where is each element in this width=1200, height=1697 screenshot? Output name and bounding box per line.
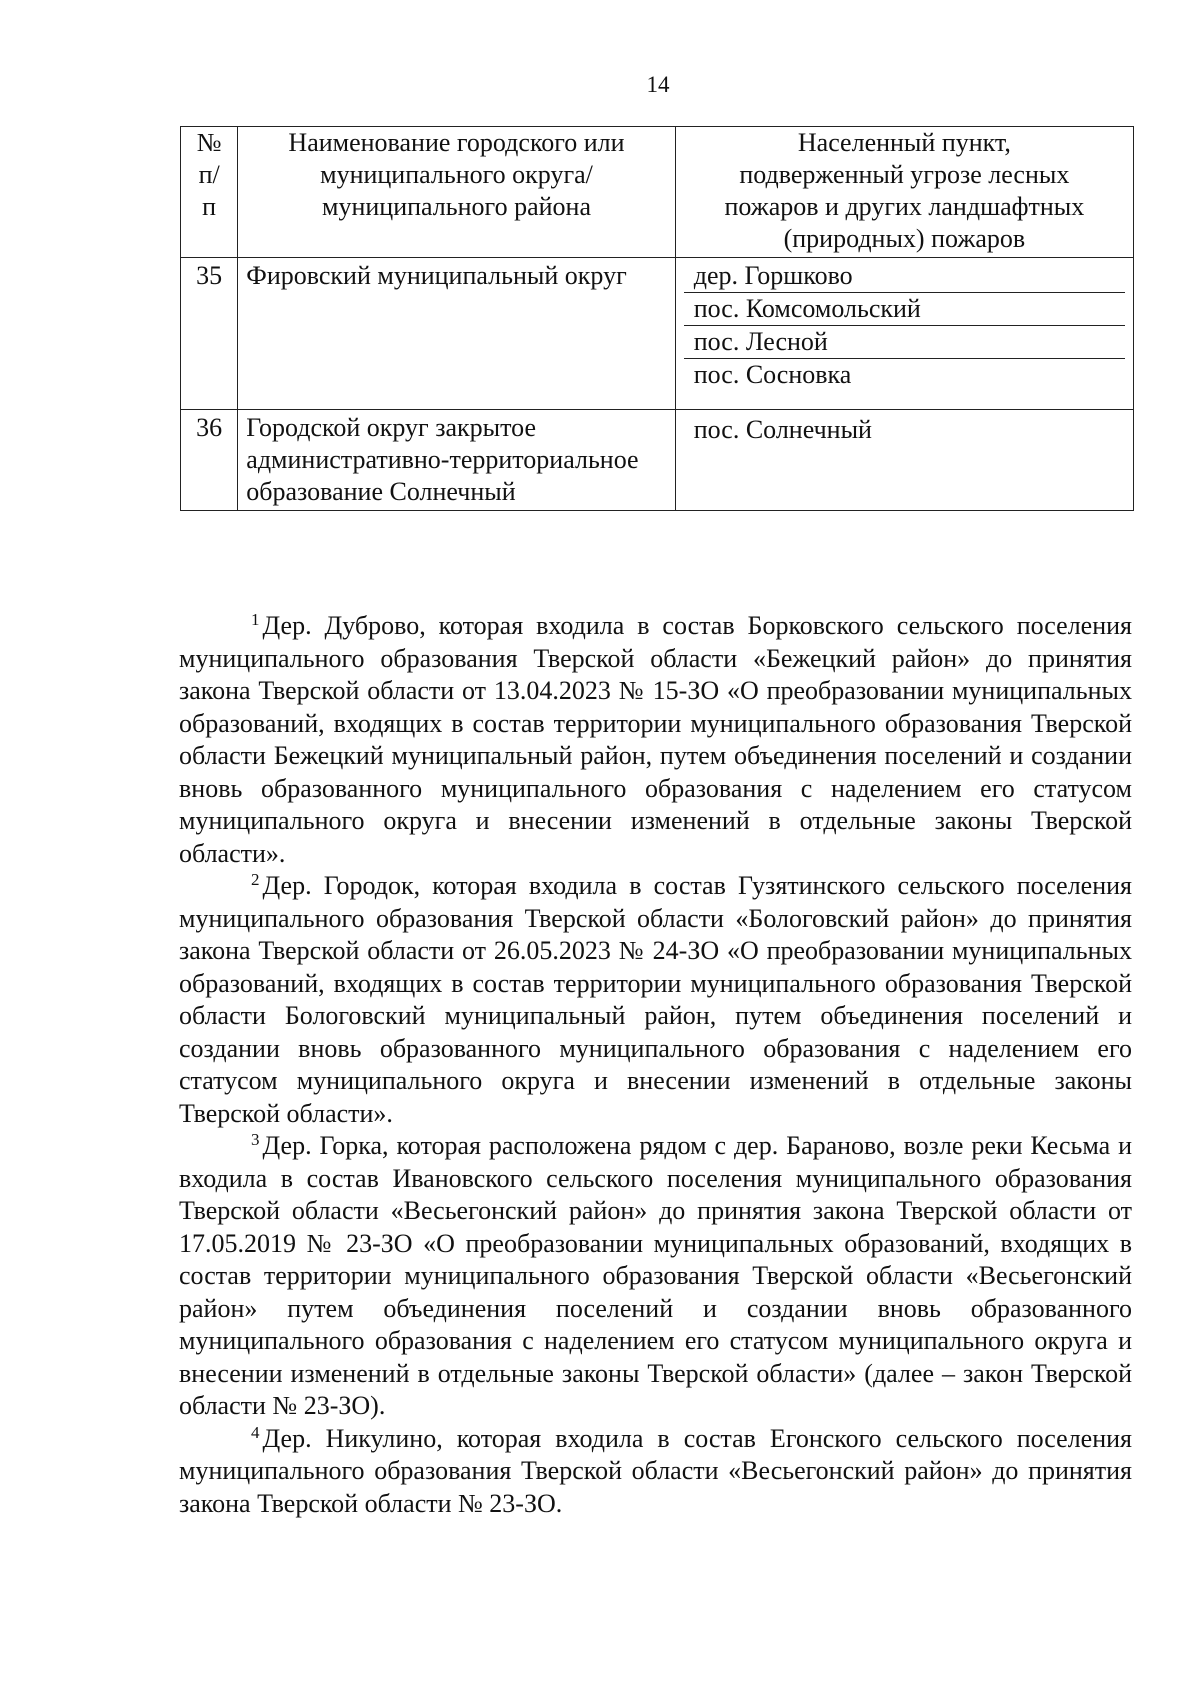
footnote-mark: 3 xyxy=(251,1130,260,1149)
settlement-item: дер. Горшково xyxy=(684,260,1125,293)
footnote-mark: 4 xyxy=(251,1422,260,1442)
table-header-row xyxy=(181,127,1134,258)
header-settlement: Населенный пункт, подверженный угрозе лесных пожаров и других ландшафтных (природных) пожаров xyxy=(675,127,1133,258)
footnote-text: Дер. Никулино, которая входила в состав Егонского сельского поселения муниципального образования Тверской области «Весьегонский район» до принятия закона Тверской области № 23-ЗО. xyxy=(179,1423,1132,1518)
settlement-list xyxy=(675,410,1133,511)
settlement-item: пос. Комсомольский xyxy=(684,293,1125,326)
header-district-name: Наименование городского или муниципального округа/муниципального района xyxy=(238,127,675,258)
footnote-text: Дер. Дуброво, которая входила в состав Борковского сельского поселения муниципального образования Тверской области «Бежецкий район» до принятия закона Тверской области от 13.04.2023 № 15-ЗО «О преобразовании муниципальных образований, входящих в состав территории муниципального образования Тверской области Бежецкий муниципальный район, путем объединения поселений и создании вновь образованного муниципального образования с наделением его статусом муниципального округа и внесении изменений в отдельные законы Тверской области». xyxy=(179,611,1132,868)
table-row xyxy=(181,410,1134,511)
table-row xyxy=(181,258,1134,410)
settlement-item: пос. Солнечный xyxy=(693,415,872,444)
footnote-text: Дер. Городок, которая входила в состав Гузятинского сельского поселения муниципального образования Тверской области «Бологовский район» до принятия закона Тверской области от 26.05.2023 № 24-ЗО «О преобразовании муниципальных образований, входящих в состав территории муниципального образования Тверской области Бологовский муниципальный район, путем объединения поселений и создании вновь образованного муниципального образования с наделением его статусом муниципального округа и внесении изменений в отдельные законы Тверской области». xyxy=(179,871,1132,1128)
settlement-list xyxy=(675,258,1133,410)
settlement-item: пос. Сосновка xyxy=(693,360,852,389)
footnote-4 xyxy=(179,1423,1132,1521)
footnote-3 xyxy=(179,1130,1132,1423)
row-number: 36 xyxy=(181,410,238,511)
footnote-text: Дер. Горка, которая расположена рядом с дер. Бараново, возле реки Кесьма и входила в состав Ивановского сельского поселения муниципального образования Тверской области «Весьегонский район» до принятия закона Тверской области от 17.05.2019 № 23-ЗО «О преобразовании муниципальных образований, входящих в состав территории муниципального образования Тверской области «Весьегонский район» путем объединения поселений и создании вновь образованного муниципального образования с наделением его статусом муниципального округа и внесении изменений в отдельные законы Тверской области» (далее – закон Тверской области № 23-ЗО). xyxy=(179,1131,1132,1420)
row-number: 35 xyxy=(181,258,238,410)
district-name: Городской округ закрытое административно-территориальное образование Солнечный xyxy=(238,410,675,511)
footnote-mark: 2 xyxy=(251,870,260,889)
footnote-1 xyxy=(179,610,1132,870)
header-number: № п/п xyxy=(181,127,238,258)
settlements-table xyxy=(180,126,1134,511)
settlement-item: пос. Лесной xyxy=(684,326,1125,359)
footnote-mark: 1 xyxy=(251,610,260,629)
district-name: Фировский муниципальный округ xyxy=(238,258,675,410)
page-number: 14 xyxy=(646,72,670,97)
footnotes xyxy=(179,610,1132,1520)
footnote-2 xyxy=(179,870,1132,1130)
